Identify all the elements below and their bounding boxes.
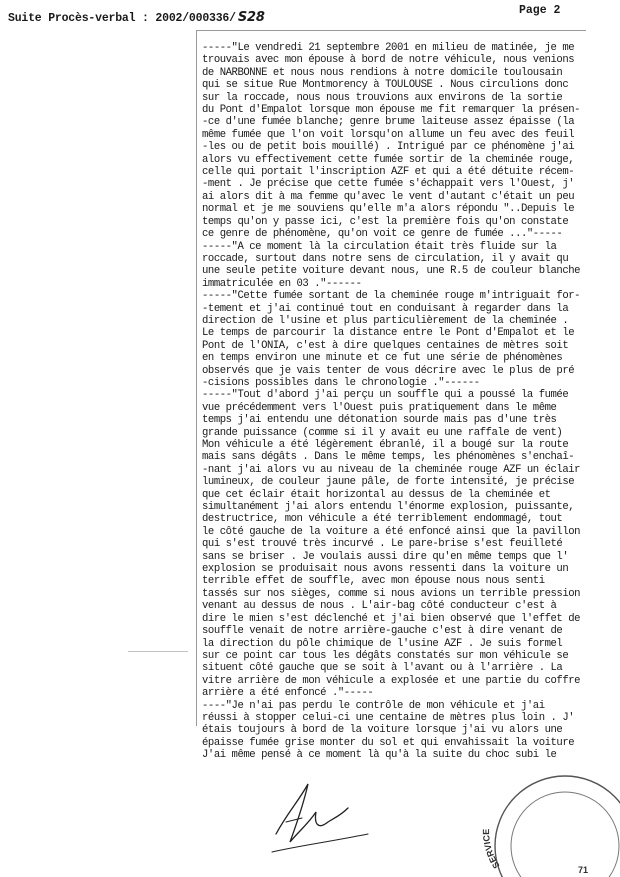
statement-body <box>202 42 617 762</box>
statement-line: -----"Le vendredi 21 septembre 2001 en milieu de matinée, je me <box>202 42 575 54</box>
statement-line: dire le mien s'est déclenché et j'ai bien observé que l'effet de <box>202 612 581 625</box>
statement-line: souffle venait de notre arrière-gauche c'est à dire venant de <box>202 625 563 638</box>
statement-line: -les ou de petit bois mouillé) . Intrigué par ce phénomène j'ai <box>202 141 575 154</box>
statement-line: -ce d'une fumée blanche; genre brume laiteuse assez épaisse (la <box>202 116 575 129</box>
statement-line: en temps environ une minute et ce fut une série de phénomènes <box>202 352 563 365</box>
statement-line: du Pont d'Empalot lorsque mon épouse me fit remarquer la présen- <box>202 104 581 117</box>
statement-line: -nant j'ai alors vu au niveau de la cheminée rouge AZF un éclair <box>202 463 581 476</box>
statement-line: sans se briser . Je voulais aussi dire qu'en même temps que l' <box>202 550 569 563</box>
statement-line: qui se situe Rue Montmorency à TOULOUSE . Nous circulions donc <box>202 79 569 92</box>
statement-line: vitre arrière de mon véhicule a explosée et une partie du coffre <box>202 674 581 687</box>
statement-line: sur la roccade, nous nous trouvions aux environs de la sortie <box>202 91 563 104</box>
statement-line: -----"A ce moment là la circulation était très fluide sur la <box>202 240 557 253</box>
signature-mark <box>268 772 388 862</box>
statement-line: -ment . Je précise que cette fumée s'échappait vers l'Ouest, j' <box>202 178 575 191</box>
statement-line: qui s'est trouvé très incurvé . Le pare-brise s'est feuilleté <box>202 538 563 551</box>
statement-line: une seule petite voiture devant nous, une R.5 de couleur blanche <box>202 265 581 278</box>
statement-line: mais sans dégâts . Dans le même temps, les phénomènes s'enchaî- <box>202 451 575 464</box>
stamp-number: 71 <box>578 865 589 875</box>
statement-line: -cisions possibles dans le chronologie ."------ <box>202 376 480 389</box>
page-header <box>8 10 265 25</box>
statement-line: Le temps de parcourir la distance entre le Pont d'Empalot et le <box>202 327 575 340</box>
statement-line: Pont de l'ONIA, c'est à dire quelques centaines de mètres soit <box>202 339 569 352</box>
statement-line: Mon véhicule a été légèrement ébranlé, il a bougé sur la route <box>202 439 569 451</box>
statement-line: trouvais avec mon épouse à bord de notre véhicule, nous venions <box>202 54 575 67</box>
statement-line: arrière a été enfoncé ."----- <box>202 687 374 700</box>
statement-line: la direction du pôle chimique de l'usine AZF . Je suis formel <box>202 637 563 650</box>
statement-line: normal et je me souviens qu'elle m'a alors répondu "..Depuis le <box>202 203 575 216</box>
statement-line: que cet éclair était horizontal au dessus de la cheminée et <box>202 488 551 501</box>
statement-line: tassés sur nos sièges, comme si nous avions un terrible pression <box>202 587 581 600</box>
statement-line: ai alors dit à ma femme qu'avec le vent d'autant c'était un peu <box>202 190 575 203</box>
statement-line: destructrice, mon véhicule a été terriblement endommagé, tout <box>202 513 563 526</box>
statement-line: -tement et j'ai continué tout en conduisant à regarder dans la <box>202 302 569 315</box>
page-number: Page 2 <box>519 4 561 17</box>
statement-line: simultanément j'ai alors entendu l'énorme explosion, puissante, <box>202 501 575 514</box>
statement-line: vue précédemment vers l'Ouest puis pratiquement dans le même <box>202 401 557 414</box>
statement-line: alors vu effectivement cette fumée sortir de la cheminée rouge, <box>202 153 575 166</box>
statement-line: temps j'ai entendu une détonation sourde mais pas d'une très <box>202 414 557 427</box>
official-stamp <box>470 756 620 877</box>
statement-line: réussi à stopper celui-ci une centaine de mètres plus loin . J' <box>202 711 575 724</box>
statement-line: terrible effet de souffle, avec mon épouse nous nous senti <box>202 575 545 588</box>
statement-line: étais toujours à bord de la voiture lorsque j'ai vu alors une <box>202 724 563 737</box>
statement-line: ce genre de phénomène, qu'on voit ce genre de fumée ..."----- <box>202 228 563 241</box>
statement-line: observés que je vais tenter de vous décrire avec le plus de pré <box>202 364 575 377</box>
statement-line: grande puissance (comme si il y avait eu une raffale de vent) <box>202 426 563 439</box>
statement-line: sur ce point car tous les dégâts constatés sur mon véhicule se <box>202 649 569 662</box>
statement-line: roccade, surtout dans notre sens de circulation, il y avait qu <box>202 252 569 265</box>
statement-line: ----"Je n'ai pas perdu le contrôle de mon véhicule et j'ai <box>202 699 545 712</box>
statement-line: -----"Cette fumée sortant de la cheminée rouge m'intriguait for- <box>202 290 581 303</box>
stamp-arc-text: SERVICE <box>481 828 502 871</box>
statement-line: temps qu'on y passe ici, c'est la première fois qu'on constate <box>202 215 569 228</box>
left-margin-rule <box>196 30 197 726</box>
handwritten-reference: S28 <box>237 10 265 25</box>
statement-line: celle qui portait l'inscription AZF et qui a été détuite récem- <box>202 166 575 179</box>
statement-line: venant au dessus de nous . L'air-bag côté conducteur c'est à <box>202 600 557 613</box>
statement-line: le côté gauche de la voiture a été enfoncé ainsi que la pavillon <box>202 525 581 538</box>
statement-line: direction de l'usine et plus particulièrement de la cheminée . <box>202 314 569 327</box>
statement-line: de NARBONNE et nous nous rendions à notre domicile toulousain <box>202 66 563 79</box>
margin-dash <box>128 651 188 652</box>
statement-line: explosion se produisait nous avons ressenti dans la voiture un <box>202 563 569 576</box>
statement-line: immatriculée en 03 ."------ <box>202 277 362 290</box>
statement-line: situent côté gauche que se soit à l'avant ou à l'arrière . La <box>202 662 563 675</box>
header-title: Suite Procès-verbal : 2002/000336/ <box>8 12 236 25</box>
statement-line: J'ai même pensé à ce moment là qu'à la suite du choc subi le <box>202 749 557 762</box>
header-rule <box>196 30 586 31</box>
statement-line: même fumée que l'on voit lorsqu'on allume un feu avec des feuil <box>202 128 575 141</box>
statement-line: -----"Tout d'abord j'ai perçu un souffle qui a poussé la fumée <box>202 389 569 402</box>
statement-line: lumineux, de couleur jaune pâle, de forte intensité, je précise <box>202 476 575 489</box>
statement-line: épaisse fumée grise monter du sol et qui envahissait la voiture <box>202 736 575 749</box>
